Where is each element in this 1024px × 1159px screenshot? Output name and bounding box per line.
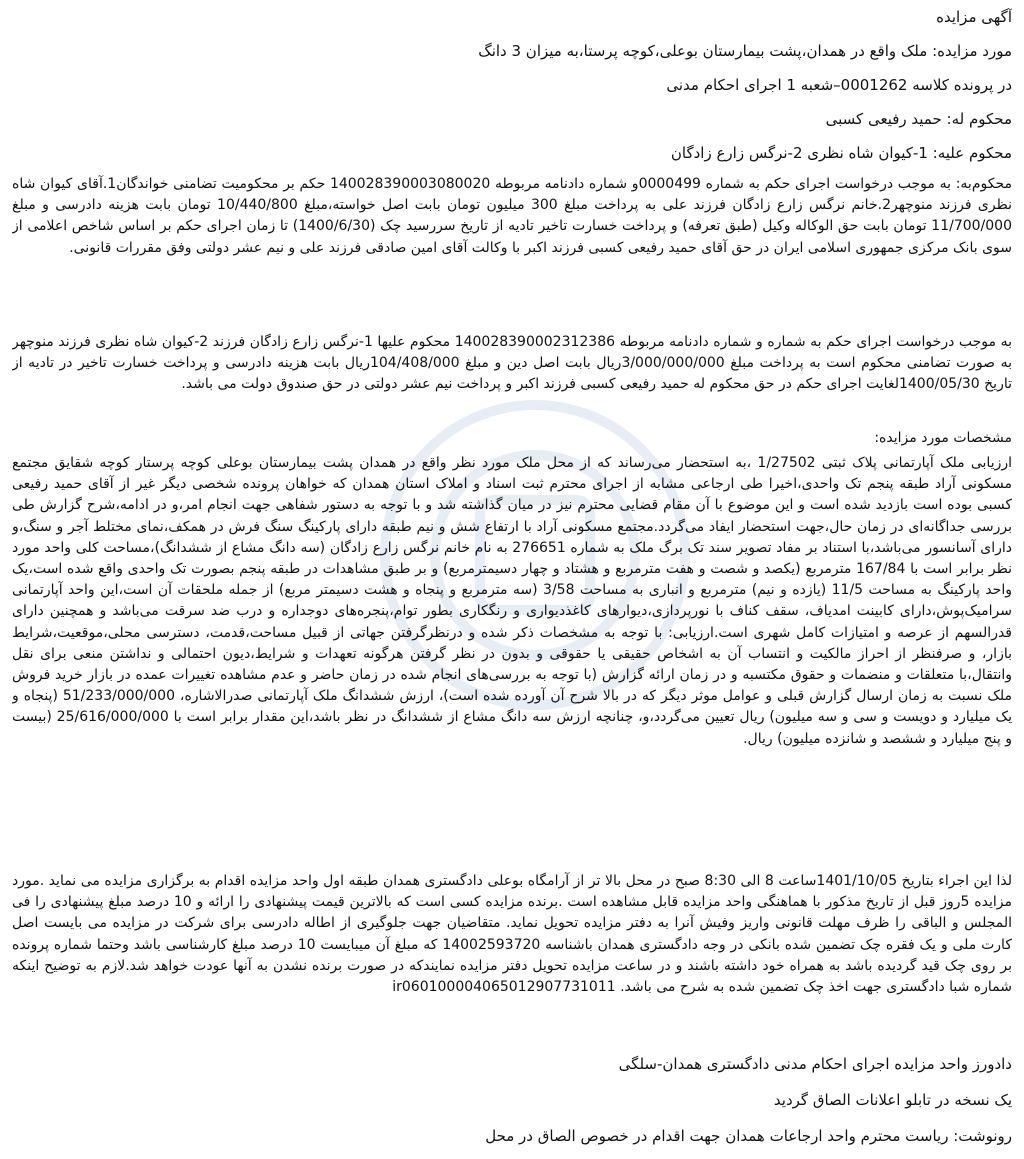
notice-title: آگهی مزایده — [936, 8, 1012, 26]
posting-note: یک نسخه در تابلو اعلانات الصاق گردید — [773, 1091, 1012, 1109]
property-appraisal-paragraph: ارزیابی ملک آپارتمانی پلاک ثبتی 1/27502 ،به استحضار می‌رساند که از محل ملک مورد نظر واقع در همدان پشت بیمارستان بوعلی کوچه پرستار کوچه شقایق مجتمع مسکونی آراد طبقه پنجم تک واحدی،اخیرا طی ارجاعی مشابه از اجرای محترم ثبت اسناد و املاک استان همدان که خواهان پرونده شخصی دیگر غیر از آقای حمید رفیعی کسبی بوده است بازدید شده است و این موضوع با آن مقام قضایی محترم نیز در میان گذاشته شد و با توجه به دستور شفاهی جهت انجام امر،و در ادامه،شرح گزارش طی بررسی جداگانه‌ای در زمان حال،جهت استحضار ایفاد می‌گردد.مجتمع مسکونی آراد با ارتفاع شش و نیم طبقه دارای پارکینگ سنگ فرش در همکف،نمای مختلط آجر و سنگ،و دارای آسانسور می‌باشد،با استناد بر مفاد تصویر سند تک برگ ملک به شماره 276651 به نام خانم نرگس زارع زادگان (سه دانگ مشاع از ششدانگ)،مساحت کلی واحد مورد نظر برابر است با 167/84 مترمربع (یکصد و شصت و هفت مترمربع و هشتاد و چهار دسیمترمربع) و بر طبق مشاهدات در طبقه پنجم بصورت تک واحدی واقع شده است،یک واحد پارکینگ به مساحت 11/5 (یازده و نیم) مترمربع و انباری به مساحت 3/58 (سه مترمربع و پنجاه و هشت دسیمتر مربع) از جمله ملحقات آن است،این واحد آپارتمانی سرامیک‌پوش،دارای کابینت امدیاف، سقف کناف با نورپردازی،دیوارهای کاغذدیواری و رنگکاری بطور توام،پنجره‌های دوجداره و درب ضد سرقت می‌باشد و همچنین دارای قدرالسهم از عرصه و امتیازات کامل شهری است.ارزیابی: با توجه به مشخصات ذکر شده و درنظرگرفتن جهاتی از قبیل مساحت،قدمت، دسترسی محلی،موقعیت،شرایط بازار، و صرفنظر از احراز مالکیت و انتساب آن به اشخاص حقیقی یا حقوقی و بدون در نظر گرفتن هرگونه تعهدات و شرایط،دیون احتمالی و نداشتن منعی برای نقل وانتقال،با متعلقات و منضمات و حقوق مکتسبه و در زمان ارائه گزارش (با توجه به بررسی‌های انجام شده در زمان حاضر و عدم مشاهده تغییرات عمده در بازار خرید فروش ملک نسبت به زمان ارسال گزارش قبلی و عوامل موثر دیگر که در بالا شرح آن آورده شده است)، ارزش ششدانگ ملک آپارتمانی صدرالاشاره، 51/233/000/000 (پنجاه و یک میلیارد و دویست و سی و سه میلیون) ریال تعیین می‌گردد،و، چنانچه ارزش سه دانگ مشاع از ششدانگ در نظر باشد،این مقدار برابر است با 25/616/000/000 (بیست و پنج میلیارد و ششصد و شانزده میلیون) ریال. — [12, 455, 1012, 747]
property-specs-heading: مشخصات مورد مزایده: — [874, 430, 1012, 446]
execution-request-paragraph: به موجب درخواست اجرای حکم به شماره و شماره دادنامه مربوطه 140028390002312386 محکوم علیها 1-نرگس زارع زادگان فرزند 2-کیوان شاه نظری فرزند منوچهر به صورت تضامنی محکوم است به پرداخت مبلغ 3/000/000/000ریال بابت اصل دین و مبلغ 104/408/000ریال بابت هزینه دادرسی و پرداخت خسارت تاخیر در تادیه از تاریخ 1400/05/30لغایت اجرای حکم در حق محکوم له حمید رفیعی کسبی فرزند اکبر و پرداخت نیم عشر دولتی در حق صندوق دولت می باشد. — [12, 334, 1012, 393]
signer-line: دادورز واحد مزایده اجرای احکام مدنی دادگستری همدان-سلگی — [618, 1055, 1012, 1073]
judgment-debtors: محکوم علیه: 1-کیوان شاه نظری 2-نرگس زارع زادگان — [670, 144, 1012, 162]
case-file-number: در پرونده کلاسه 0001262–شعبه 1 اجرای احکام مدنی — [666, 76, 1012, 94]
judgment-details-paragraph: محکوم‌به: به موجب درخواست اجرای حکم به شماره 0000499و شماره دادنامه مربوطه 140028390003080020 حکم بر محکومیت تضامنی خواندگان1.آقای کیوان شاه نظری فرزند منوچهر2.خانم نرگس زارع زادگان فرزند علی به پرداخت مبلغ 300 میلیون تومان بابت اصل خواسته،مبلغ 10/440/800 تومان بابت هزینه دادرسی و مبلغ 11/700/000 تومان بابت حق الوکاله وکیل (طبق تعرفه) و پرداخت خسارت تاخیر تادیه از تاریخ سررسید چک (1400/6/30) تا زمان اجرای حکم بر اساس شاخص اعلامی از سوی بانک مرکزی جمهوری اسلامی ایران در حق آقای حمید رفیعی کسبی فرزند اکبر با وکالت آقای امین صادقی فرزند علی و نیم عشر دولتی وفق مقررات قانونی. — [12, 176, 1012, 256]
cc-note: رونوشت: ریاست محترم واحد ارجاعات همدان جهت اقدام در خصوص الصاق در محل — [485, 1127, 1012, 1145]
auction-terms-paragraph: لذا این اجراء بتاریخ 1401/10/05ساعت 8 الی 8:30 صبح در محل بالا تر از آرامگاه بوعلی دادگستری همدان طبقه اول واحد مزایده اقدام به برگزاری مزایده می نماید .مورد مزایده 5روز قبل از تاریخ مذکور با هماهنگی واحد مزایده قابل مشاهده است .برنده مزایده کسی است که بالاترین قیمت پیشنهادی را ارائه و 10 درصد مبلغ پیشنهادی را فی المجلس و الباقی را ظرف مهلت قانونی واریز وفیش آنرا به دفتر مزایده تحویل نماید. متقاضیان جهت جلوگیری از اطاله دادرسی برای شرکت در مزایده می بایست اصل کارت ملی و یک فقره چک تضمین شده بانکی در وجه دادگستری همدان باشناسه 14002593720 که مبلغ آن میبایست 10 درصد مبلغ کارشناسی باشد وحتما شماره پرونده بر روی چک قید گردیده باشد به همراه خود داشته باشند و در ساعت مزایده تحویل دفتر مزایده نمایندکه در صورت برنده نشدن به آنها عودت خواهد شد.لازم به توضیح اینکه شماره شبا دادگستری جهت اخذ چک تضمین شده به شرح می باشد. ir060100004065012907731011 — [12, 873, 1012, 996]
judgment-creditor: محکوم له: حمید رفیعی کسبی — [825, 110, 1012, 128]
auction-subject: مورد مزایده: ملک واقع در همدان،پشت بیمارستان بوعلی،کوچه پرستا،به میزان 3 دانگ — [478, 42, 1012, 60]
notice-document — [12, 4, 1012, 1159]
